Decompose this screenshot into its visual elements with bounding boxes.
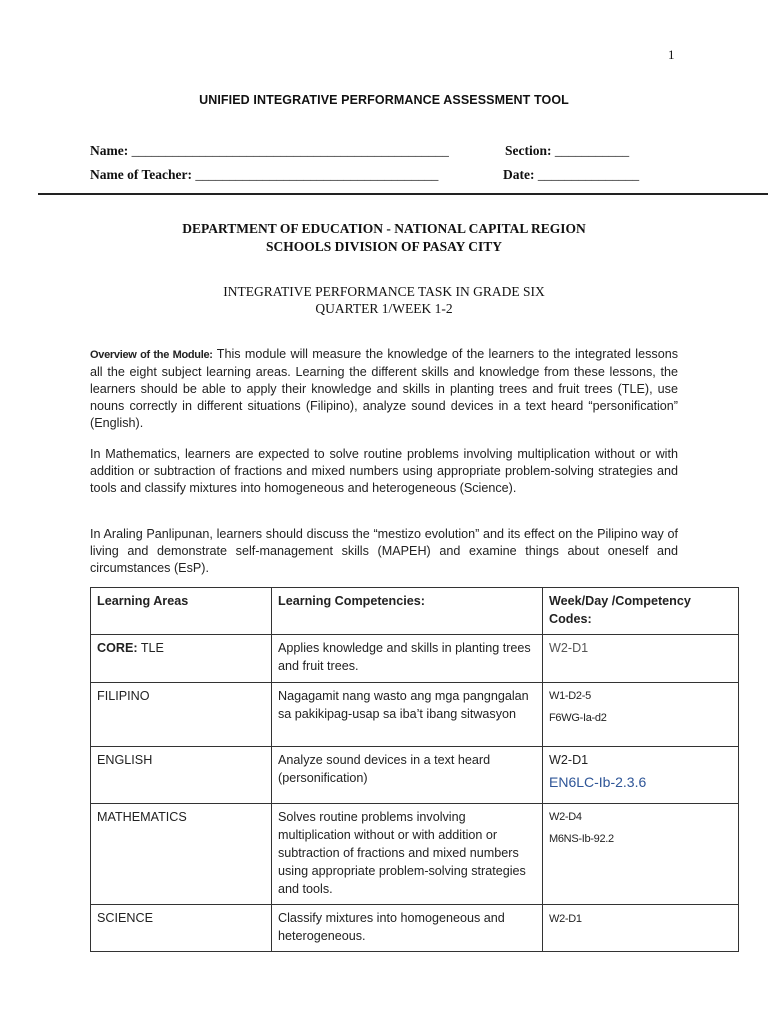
week-day-code: W2-D1 (549, 753, 589, 767)
date-blank[interactable]: _______________ (537, 167, 640, 182)
header-learning-areas: Learning Areas (91, 588, 272, 635)
area-cell: ENGLISH (91, 747, 272, 804)
name-field-row (90, 143, 449, 159)
code-cell (543, 905, 739, 952)
page-number: 1 (668, 47, 675, 62)
week-day-code: W2-D1 (549, 913, 582, 925)
code-cell (543, 683, 739, 747)
area-bold: CORE: (97, 641, 138, 655)
competency-table (90, 587, 739, 952)
name-blank[interactable]: _______________________________________________ (131, 143, 449, 158)
competency-code: F6WG-Ia-d2 (549, 712, 607, 724)
department-line: DEPARTMENT OF EDUCATION - NATIONAL CAPITAL REGION (182, 221, 586, 236)
table-row (91, 635, 739, 683)
area-cell (91, 635, 272, 683)
overview-text: This module will measure the knowledge of the learners to the integrated lessons all the eight subject learning areas. Learning the different skills and knowledge from these lessons, the learners should be able to apply their knowledge and skills in planting trees and fruit trees (TLE), use nouns correctly in different situations (Filipino), analyze sound devices in a text heard “personification” (English). (90, 347, 679, 430)
table-row (91, 747, 739, 804)
competency-code: M6NS-Ib-92.2 (549, 833, 614, 845)
header-codes: Week/Day /Competency Codes: (543, 588, 739, 635)
date-field-row (503, 167, 639, 183)
task-title: INTEGRATIVE PERFORMANCE TASK IN GRADE SIX (223, 284, 545, 299)
document-title: UNIFIED INTEGRATIVE PERFORMANCE ASSESSMENT TOOL (199, 93, 569, 107)
section-field-row (505, 143, 629, 159)
overview-label: Overview of the Module: (90, 349, 213, 361)
teacher-label: Name of Teacher: (90, 167, 192, 182)
teacher-blank[interactable]: ____________________________________ (195, 167, 439, 182)
table-row (91, 683, 739, 747)
area-cell: SCIENCE (91, 905, 272, 952)
task-quarter: QUARTER 1/WEEK 1-2 (315, 301, 453, 316)
teacher-field-row (90, 167, 438, 183)
section-label: Section: (505, 143, 552, 158)
table-row (91, 905, 739, 952)
week-day-code: W2-D4 (549, 811, 582, 823)
competency-cell: Analyze sound devices in a text heard (personification) (272, 747, 543, 804)
code-cell (543, 804, 739, 905)
name-label: Name: (90, 143, 129, 158)
table-row (91, 804, 739, 905)
competency-cell: Classify mixtures into homogeneous and heterogeneous. (272, 905, 543, 952)
week-day-code: W1-D2-5 (549, 690, 591, 702)
week-day-code: W2-D1 (549, 641, 589, 655)
header-competencies: Learning Competencies: (272, 588, 543, 635)
overview-paragraph (90, 346, 678, 432)
area-text: TLE (137, 641, 164, 655)
code-cell (543, 747, 739, 804)
area-cell: MATHEMATICS (91, 804, 272, 905)
area-cell: FILIPINO (91, 683, 272, 747)
competency-cell: Nagagamit nang wasto ang mga pangngalan sa pakikipag-usap sa iba’t ibang sitwasyon (272, 683, 543, 747)
table-header-row (91, 588, 739, 635)
competency-cell: Applies knowledge and skills in planting trees and fruit trees. (272, 635, 543, 683)
header-divider (38, 193, 768, 195)
araling-paragraph: In Araling Panlipunan, learners should discuss the “mestizo evolution” and its effect on the Pilipino way of living and demonstrate self-management skills (MAPEH) and examine things about oneself and circumstances (EsP). (90, 527, 678, 575)
section-blank[interactable]: ___________ (554, 143, 630, 158)
competency-cell: Solves routine problems involving multiplication without or with addition or subtraction of fractions and mixed numbers using appropriate problem-solving strategies and tools. (272, 804, 543, 905)
date-label: Date: (503, 167, 535, 182)
division-line: SCHOOLS DIVISION OF PASAY CITY (265, 239, 503, 254)
code-cell (543, 635, 739, 683)
competency-code-link[interactable]: EN6LC-Ib-2.3.6 (549, 774, 647, 790)
mathematics-paragraph: In Mathematics, learners are expected to solve routine problems involving multiplication without or with addition or subtraction of fractions and mixed numbers using appropriate problem-solving strategies and tools and classify mixtures into homogeneous and heterogeneous (Science). (90, 447, 678, 495)
